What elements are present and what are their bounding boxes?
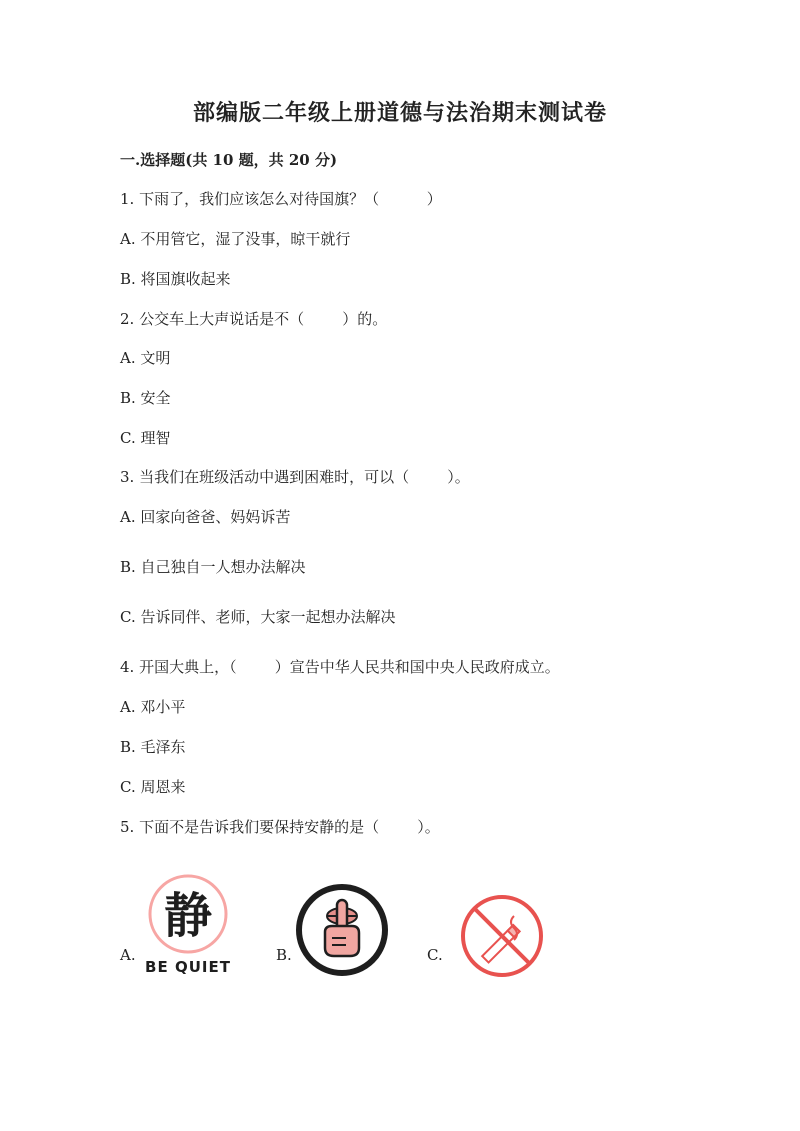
question-2-option-b: B. 安全 (120, 389, 171, 407)
quiet-sign-icon (142, 872, 234, 976)
question-4-option-b: B. 毛泽东 (120, 738, 186, 756)
question-5-image-options (120, 872, 680, 982)
question-2-option-c: C. 理智 (120, 429, 171, 447)
question-1-option-a: A. 不用管它，湿了没事，晾干就行 (120, 230, 351, 248)
image-option-c-label: C. (427, 946, 443, 964)
question-3-option-b: B. 自己独自一人想办法解决 (120, 558, 306, 576)
page-title: 部编版二年级上册道德与法治期末测试卷 (192, 100, 607, 126)
image-option-a-label: A. (120, 946, 136, 964)
question-4-option-a: A. 邓小平 (120, 698, 186, 716)
silence-gesture-icon (294, 882, 390, 978)
question-3-option-c: C. 告诉同伴、老师，大家一起想办法解决 (120, 608, 396, 626)
quiet-sign-character: 静 (163, 888, 213, 944)
image-option-b-label: B. (276, 946, 292, 964)
section-heading: 一.选择题(共 10 题，共 20 分) (120, 151, 338, 169)
question-5-stem: 5. 下面不是告诉我们要保持安静的是（ ）。 (120, 818, 440, 836)
question-1-option-b: B. 将国旗收起来 (120, 270, 231, 288)
quiet-sign-caption: BE QUIET (145, 958, 231, 976)
question-4-option-c: C. 周恩来 (120, 778, 186, 796)
question-2-option-a: A. 文明 (120, 349, 171, 367)
question-3-option-a: A. 回家向爸爸、妈妈诉苦 (120, 508, 291, 526)
question-2-stem: 2. 公交车上大声说话是不（ ）的。 (120, 310, 388, 328)
no-smoking-icon (458, 892, 546, 980)
question-1-stem: 1. 下雨了，我们应该怎么对待国旗？（ ） (120, 190, 442, 208)
question-4-stem: 4. 开国大典上，（ ）宣告中华人民共和国中央人民政府成立。 (120, 658, 560, 676)
question-3-stem: 3. 当我们在班级活动中遇到困难时，可以（ ）。 (120, 468, 470, 486)
